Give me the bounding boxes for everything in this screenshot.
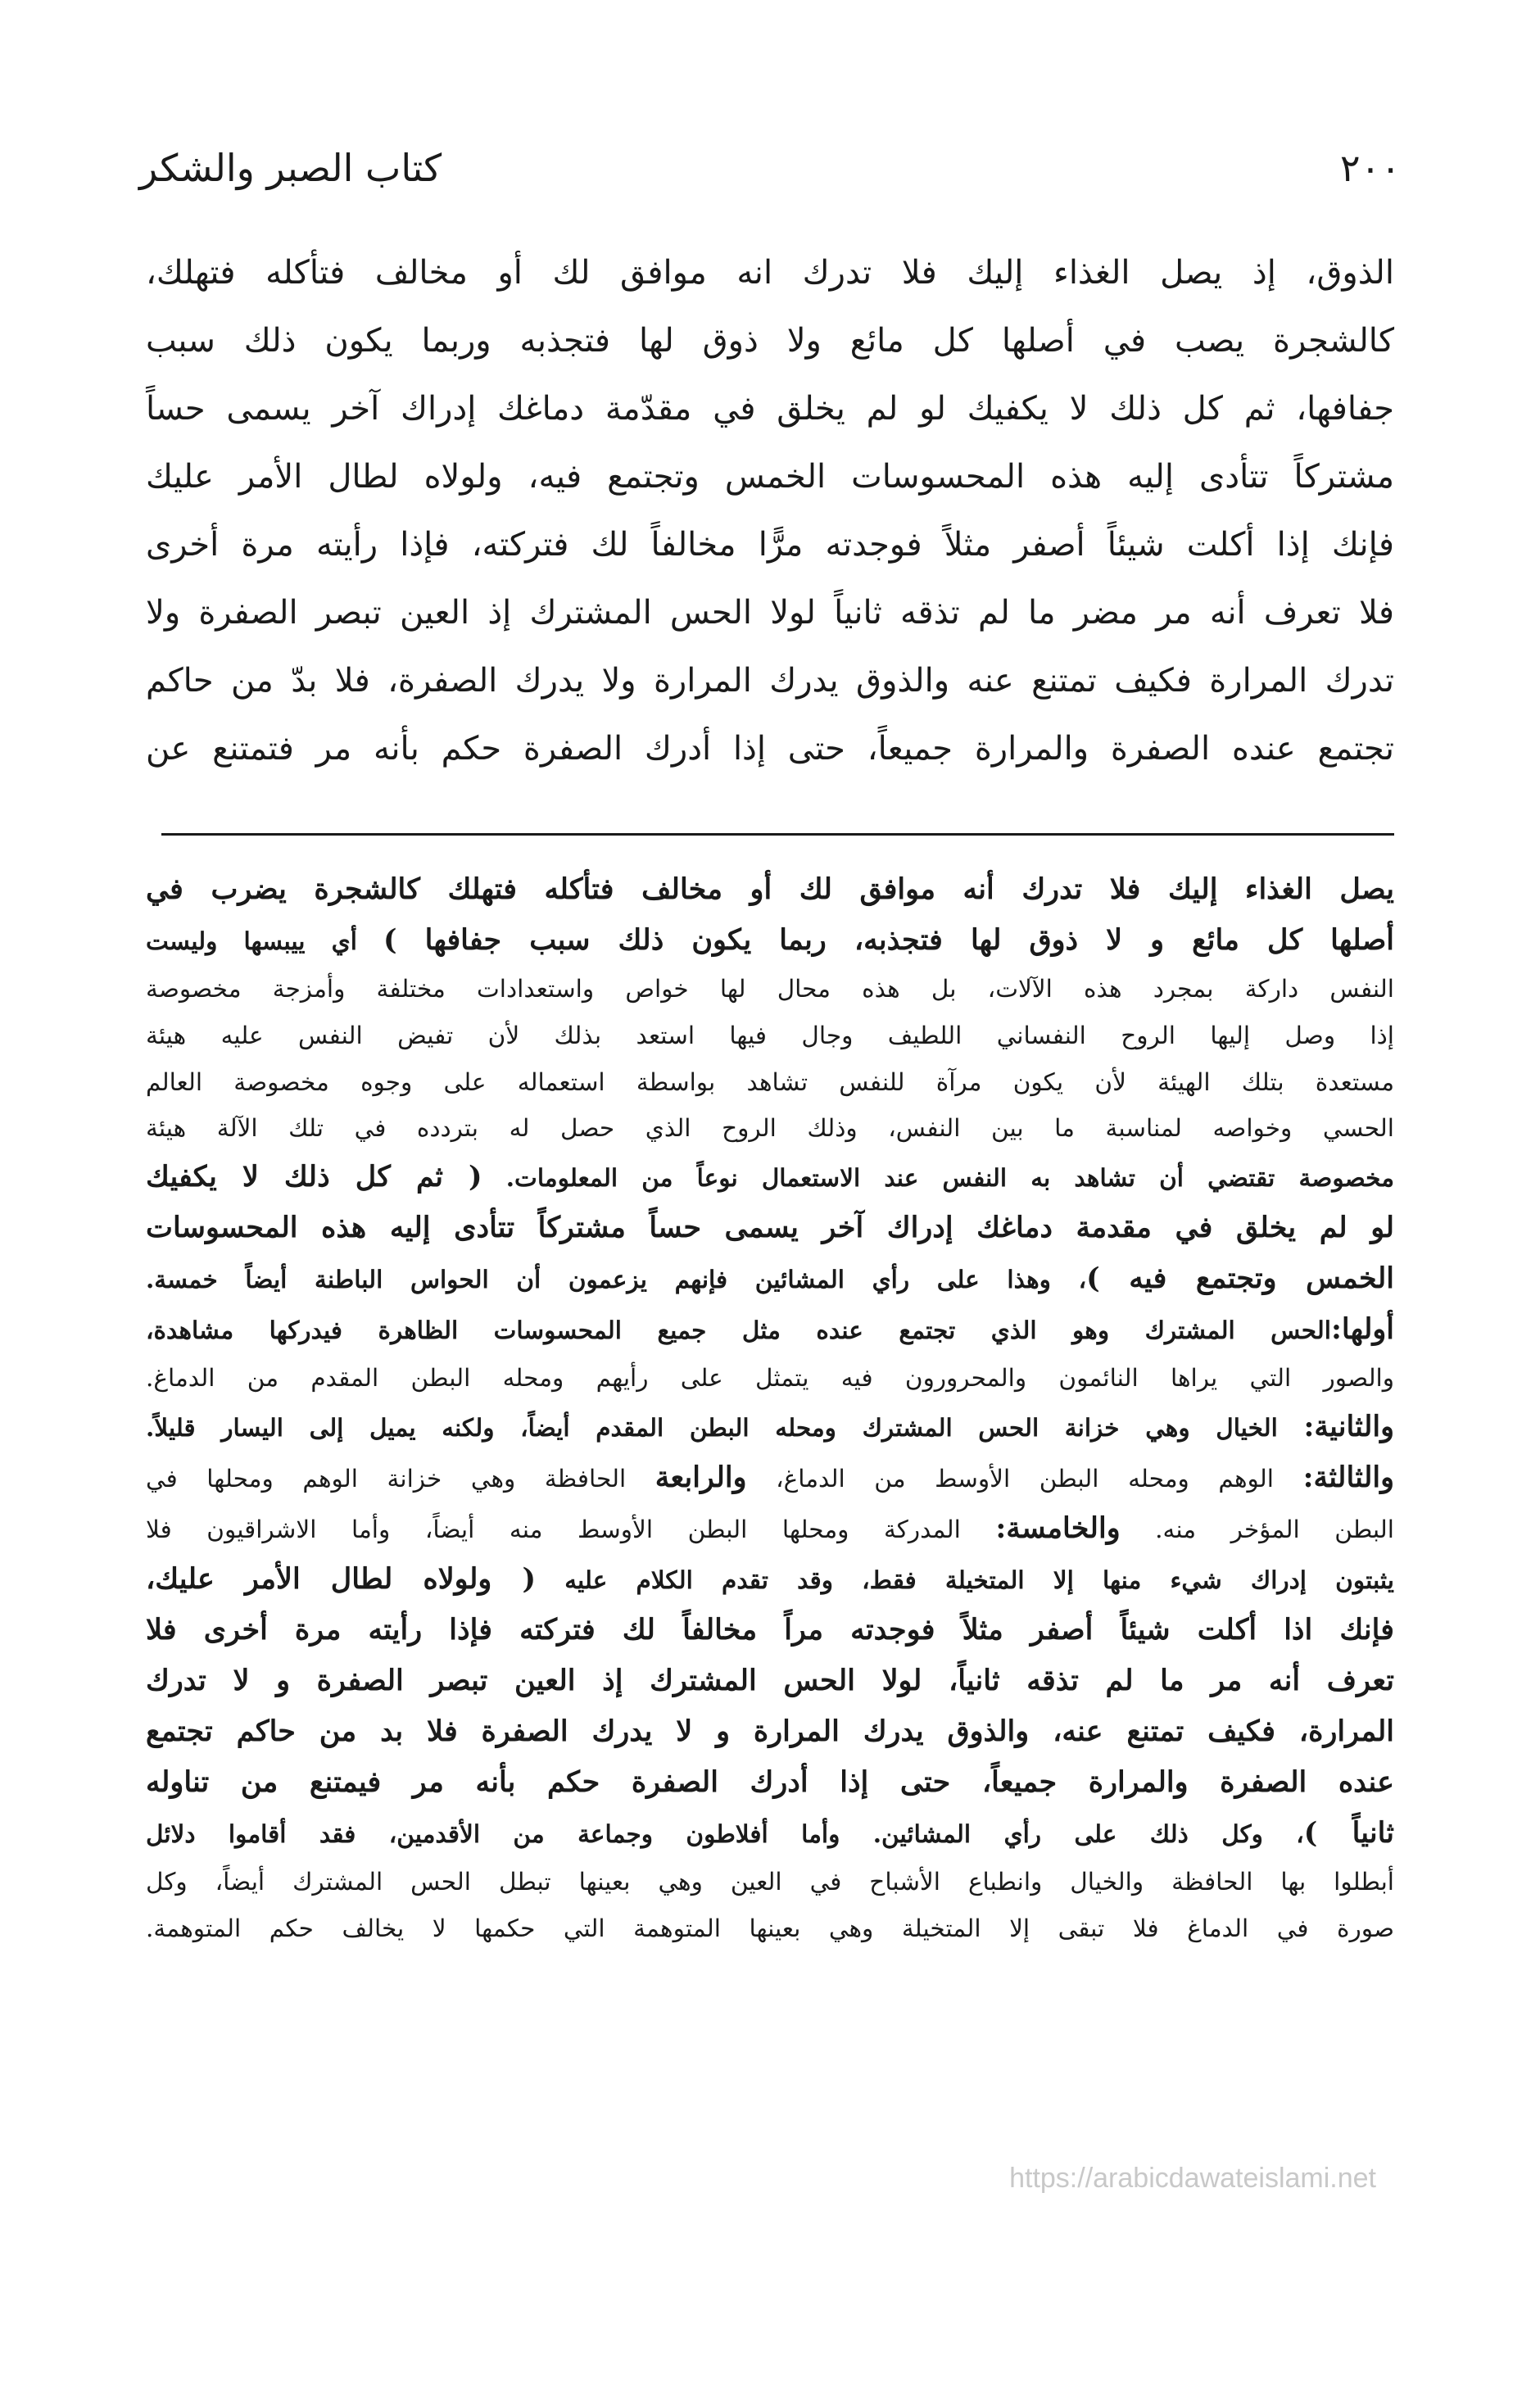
main-text-line: فإنك إذا أكلت شيئاً أصفر مثلاً فوجدته مرًّا مخالفاً لك فتركته، فإذا رأيته مرة أخرى [146,526,1394,564]
commentary-text: الخيال وهي خزانة الحس المشترك ومحله البطن المقدم أيضاً، ولكنه يميل إلى اليسار قليلاً. [146,1412,1304,1442]
running-title: كتاب الصبر والشكر [139,146,442,190]
watermark: https://arabicdawateislami.net [1009,2163,1376,2194]
commentary-line [146,1452,1394,1503]
commentary-line: إذا وصل إليها الروح النفساني اللطيف وجال فيها استعد بذلك لأن تفيض النفس عليه هيئة [146,1021,1394,1049]
quoted-text: والخامسة: [995,1511,1121,1545]
main-text-line: فلا تعرف أنه مر مضر ما لم تذقه ثانياً لولا الحس المشترك إذ العين تبصر الصفرة ولا [146,594,1394,632]
quoted-text: والثانية: [1303,1409,1394,1443]
main-text-line: تدرك المرارة فكيف تمتنع عنه والذوق يدرك المرارة ولا يدرك الصفرة، فلا بدّ من حاكم [146,662,1394,700]
commentary-text: البطن المؤخر منه. [1120,1515,1394,1543]
quoted-text: والرابعة [654,1460,747,1494]
commentary-line [146,915,1394,966]
commentary-line [146,1402,1394,1452]
commentary-text: مخصوصة تقتضي أن تشاهد به النفس عند الاستعمال نوعاً من المعلومات. [482,1163,1394,1193]
main-text-line: كالشجرة يصب في أصلها كل مائع ولا ذوق لها فتجذبه وربما يكون ذلك سبب [146,322,1394,360]
main-text [146,239,1394,783]
commentary-text: ، وهذا على رأي المشائين فإنهم يزعمون أن الحواس الباطنة أيضاً خمسة. [146,1265,1087,1294]
commentary-line: يصل الغذاء إليك فلا تدرك أنه موافق لك أو مخالف فتأكله فتهلك كالشجرة يضرب في [146,872,1394,906]
commentary-line: عنده الصفرة والمرارة جميعاً، حتى إذا أدرك الصفرة حكم بأنه مر فيمتنع من تناوله [146,1765,1394,1799]
commentary-line [146,1808,1394,1859]
quoted-text: والثالثة: [1302,1460,1394,1494]
commentary-line: والصور التي يراها النائمون والمحرورون فيه يتمثل على رأيهم ومحله البطن المقدم من الدماغ. [146,1364,1394,1393]
commentary-text: ، وكل ذلك على رأي المشائين. وأما أفلاطون وجماعة من الأقدمين، فقد أقاموا دلائل [146,1819,1304,1848]
page-number: ٢٠٠ [1339,146,1401,190]
commentary-line: تعرف أنه مر ما لم تذقه ثانياً، لولا الحس المشترك إذ العين تبصر الصفرة و لا تدرك [146,1663,1394,1697]
commentary-line: النفس داركة بمجرد هذه الآلات، بل هذه محال لها خواص واستعدادات مختلفة وأمزجة مخصوصة [146,975,1394,1003]
quoted-text: ( ثم كل ذلك لا يكفيك [146,1160,482,1194]
commentary-line: صورة في الدماغ فلا تبقى إلا المتخيلة وهي بعينها المتوهمة التي حكمها لا يخالف حكم المتوهمة. [146,1914,1394,1942]
main-text-line: تجتمع عنده الصفرة والمرارة جميعاً، حتى إذا أدرك الصفرة حكم بأنه مر فتمتنع عن [146,730,1394,768]
quoted-text: أصلها كل مائع و لا ذوق لها فتجذبه، ربما يكون ذلك سبب جفافها ) [383,923,1394,957]
commentary-line: أبطلوا بها الحافظة والخيال وانطباع الأشباح في العين وهي بعينها تبطل الحس المشترك أيضاً، وكل [146,1867,1394,1896]
main-text-line: الذوق، إذ يصل الغذاء إليك فلا تدرك انه موافق لك أو مخالف فتأكله فتهلك، [146,254,1394,292]
main-text-line: جفافها، ثم كل ذلك لا يكفيك لو لم يخلق في مقدّمة دماغك إدراك آخر يسمى حساً [146,390,1394,428]
commentary-line [146,1253,1394,1304]
quoted-text: الخمس وتجتمع فيه ) [1086,1262,1394,1296]
commentary-line: المرارة، فكيف تمتنع عنه، والذوق يدرك المرارة و لا يدرك الصفرة فلا بد من حاكم تجتمع [146,1714,1394,1748]
commentary-line: الحسي وخواصه لمناسبة ما بين النفس، وذلك الروح الذي حصل له بتردده في تلك الآلة هيئة [146,1114,1394,1143]
commentary-line [146,1304,1394,1355]
main-text-line: مشتركاً تتأدى إليه هذه المحسوسات الخمس وتجتمع فيه، ولولاه لطال الأمر عليك [146,458,1394,496]
commentary-text: الحافظة وهي خزانة الوهم ومحلها في [146,1464,655,1493]
page-header [139,139,1401,197]
commentary-line [146,1554,1394,1605]
commentary-text: الوهم ومحله البطن الأوسط من الدماغ، [746,1464,1303,1493]
commentary-line: لو لم يخلق في مقدمة دماغك إدراك آخر يسمى حساً مشتركاً تتأدى إليه هذه المحسوسات [146,1211,1394,1245]
commentary-line [146,1152,1394,1203]
commentary-text: أي ييبسها وليست [146,926,384,955]
commentary [146,864,1394,1952]
quoted-text: أولها: [1330,1312,1394,1347]
quoted-text: ( ولولاه لطال الأمر عليك، [146,1561,537,1596]
commentary-line: فإنك اذا أكلت شيئاً أصفر مثلاً فوجدته مراً مخالفاً لك فتركته فإذا رأيته مرة أخرى فلا [146,1612,1394,1647]
commentary-text: الحس المشترك وهو الذي تجتمع عنده مثل جميع المحسوسات الظاهرة فيدركها مشاهدة، [146,1316,1331,1345]
commentary-line [146,1503,1394,1554]
quoted-text: ثانياً ) [1303,1815,1394,1850]
commentary-line: مستعدة بتلك الهيئة لأن يكون مرآة للنفس تشاهد بواسطة استعماله على وجوه مخصوصة العالم [146,1067,1394,1096]
footnote-divider [161,833,1394,836]
commentary-text: المدركة ومحلها البطن الأوسط منه أيضاً، وأما الاشراقيون فلا [146,1515,996,1543]
commentary-text: يثبتون إدراك شيء منها إلا المتخيلة فقط، وقد تقدم الكلام عليه [536,1565,1394,1594]
